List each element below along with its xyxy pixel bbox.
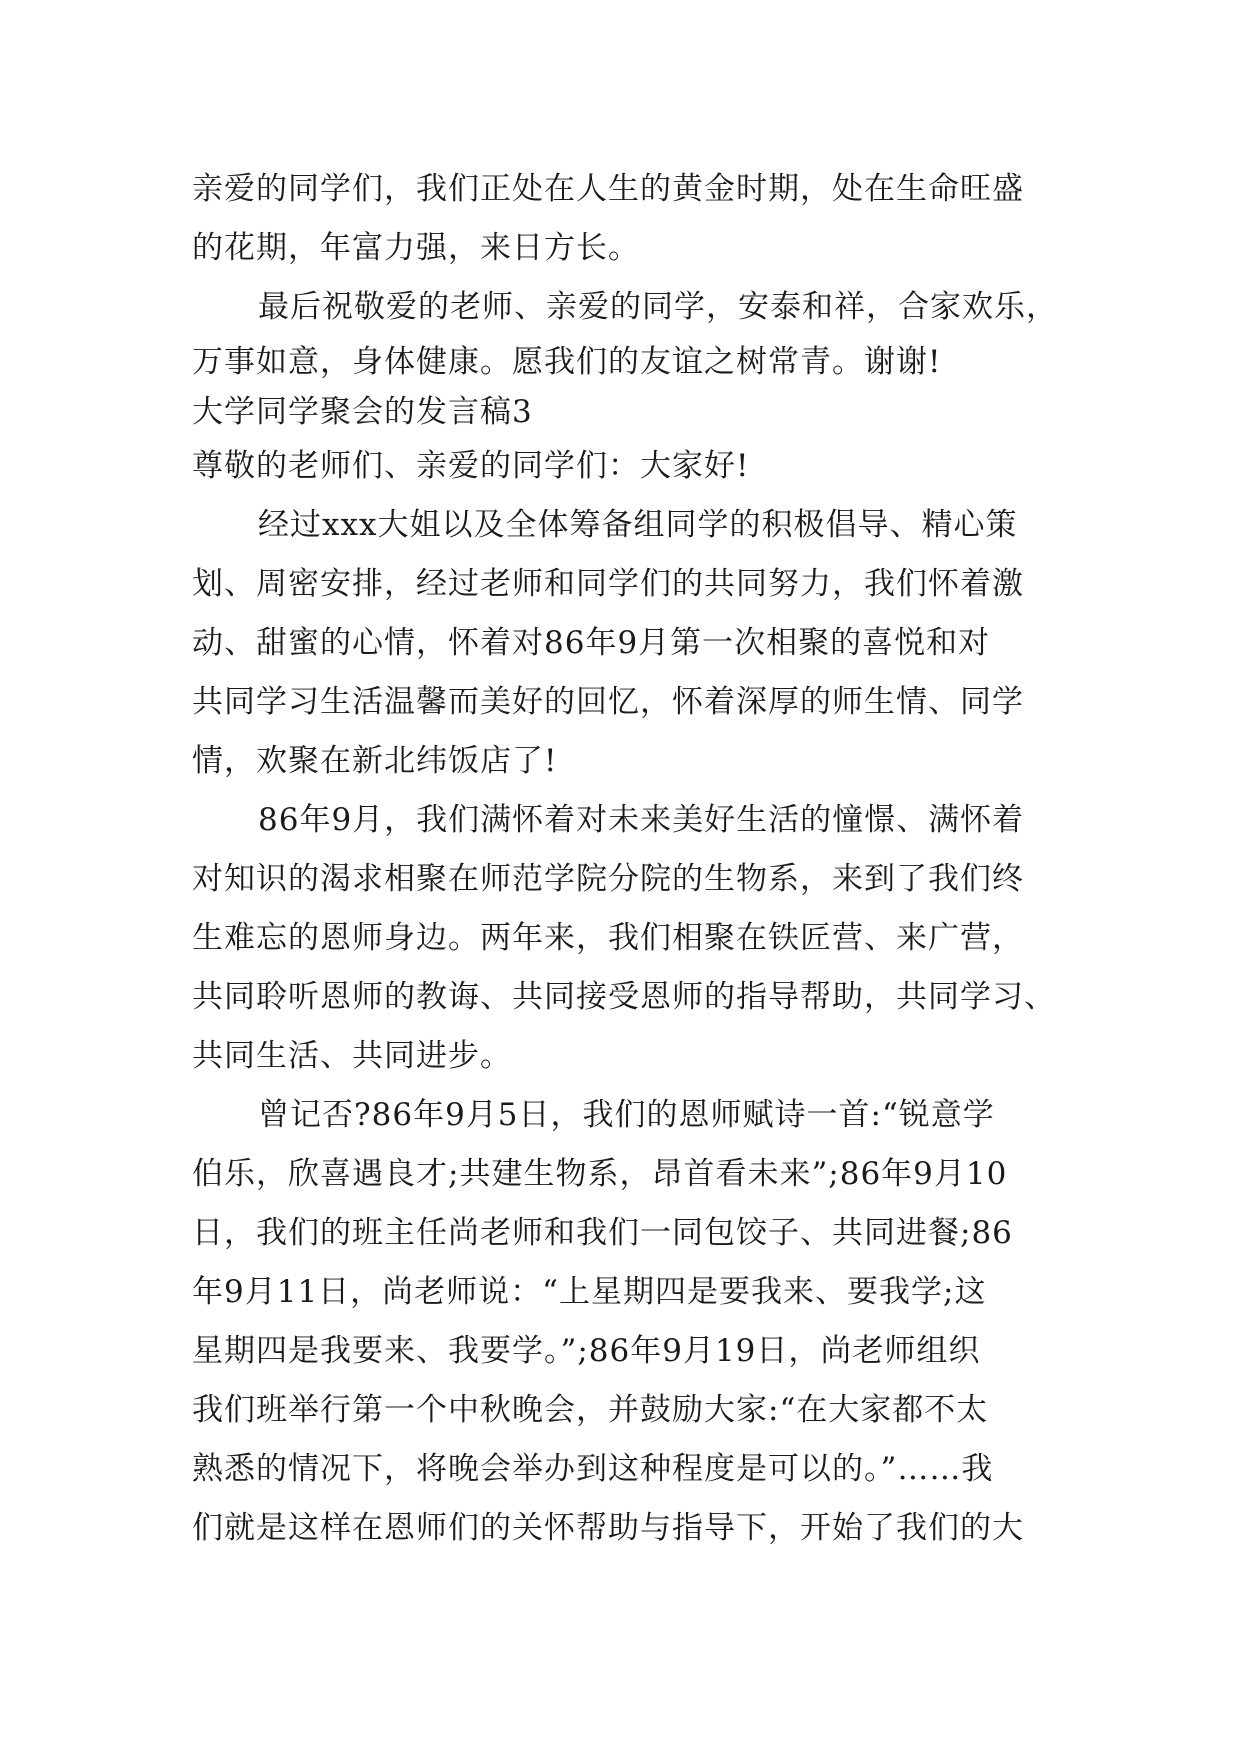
section-heading: 大学同学聚会的发言稿3: [192, 394, 533, 430]
paragraph-line: 的花期，年富力强，来日方长。: [192, 230, 640, 266]
paragraph-line: 们就是这样在恩师们的关怀帮助与指导下，开始了我们的大: [192, 1510, 1024, 1546]
greeting-line: 尊敬的老师们、亲爱的同学们：大家好!: [192, 448, 750, 484]
document-body: [192, 160, 1072, 1558]
paragraph-line: 最后祝敬爱的老师、亲爱的同学，安泰和祥，合家欢乐，: [258, 289, 1058, 325]
paragraph-line: 生难忘的恩师身边。两年来，我们相聚在铁匠营、来广营，: [192, 920, 1024, 956]
paragraph-line: 86年9月，我们满怀着对未来美好生活的憧憬、满怀着: [258, 802, 1025, 838]
paragraph-line: 划、周密安排，经过老师和同学们的共同努力，我们怀着激: [192, 566, 1024, 602]
paragraph-line: 亲爱的同学们，我们正处在人生的黄金时期，处在生命旺盛: [192, 171, 1024, 207]
paragraph-line: 曾记否?86年9月5日，我们的恩师赋诗一首:“锐意学: [258, 1097, 995, 1133]
paragraph-line: 熟悉的情况下，将晚会举办到这种程度是可以的。”……我: [192, 1451, 994, 1487]
paragraph-line: 星期四是我要来、我要学。”;86年9月19日，尚老师组织: [192, 1333, 981, 1369]
paragraph-line: 共同生活、共同进步。: [192, 1038, 512, 1074]
paragraph-line: 日，我们的班主任尚老师和我们一同包饺子、共同进餐;86: [192, 1215, 1013, 1251]
paragraph-line: 伯乐，欣喜遇良才;共建生物系，昂首看未来”;86年9月10: [192, 1156, 1008, 1192]
paragraph-line: 经过xxx大姐以及全体筹备组同学的积极倡导、精心策: [258, 507, 1018, 543]
paragraph-line: 对知识的渴求相聚在师范学院分院的生物系，来到了我们终: [192, 861, 1024, 897]
paragraph-line: 年9月11日，尚老师说：“上星期四是要我来、要我学;这: [192, 1274, 987, 1310]
paragraph-line: 万事如意，身体健康。愿我们的友谊之树常青。谢谢!: [192, 344, 942, 380]
paragraph-line: 我们班举行第一个中秋晚会，并鼓励大家:“在大家都不太: [192, 1392, 989, 1428]
paragraph-line: 共同聆听恩师的教诲、共同接受恩师的指导帮助，共同学习、: [192, 979, 1056, 1015]
paragraph-line: 情，欢聚在新北纬饭店了!: [192, 743, 558, 779]
paragraph-line: 动、甜蜜的心情，怀着对86年9月第一次相聚的喜悦和对: [192, 625, 991, 661]
paragraph-line: 共同学习生活温馨而美好的回忆，怀着深厚的师生情、同学: [192, 684, 1024, 720]
